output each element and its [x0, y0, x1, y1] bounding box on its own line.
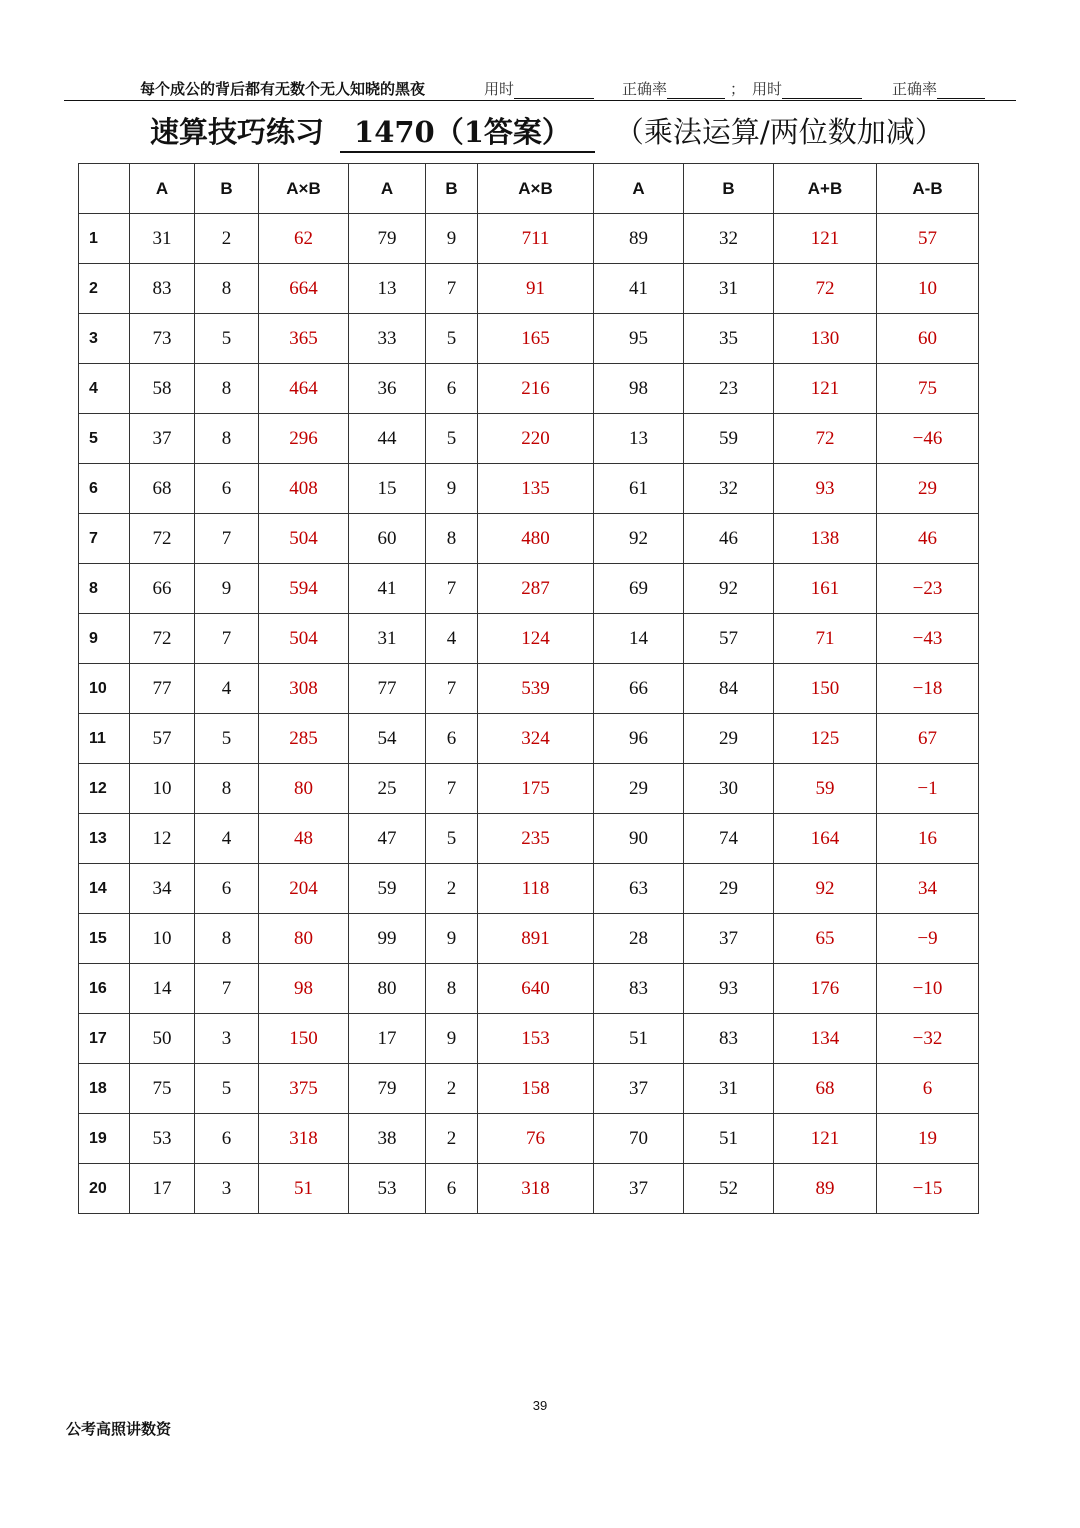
accuracy-blank-1: [667, 83, 725, 99]
row-index: 11: [79, 714, 130, 764]
operand-cell: 2: [426, 1064, 478, 1114]
operand-cell: 31: [349, 614, 426, 664]
table-row: [79, 314, 979, 364]
operand-cell: 77: [130, 664, 195, 714]
answer-cell: 59: [774, 764, 877, 814]
operand-cell: 52: [684, 1164, 774, 1214]
operand-cell: 7: [426, 564, 478, 614]
title-subtitle: （乘法运算/两位数加减）: [614, 115, 944, 149]
time-field-1: [484, 78, 594, 99]
row-index: 4: [79, 364, 130, 414]
answer-cell: −23: [877, 564, 979, 614]
answer-cell: 124: [478, 614, 594, 664]
operand-cell: 33: [349, 314, 426, 364]
answer-cell: 16: [877, 814, 979, 864]
operand-cell: 6: [426, 364, 478, 414]
operand-cell: 29: [684, 714, 774, 764]
accuracy-field-1: [622, 78, 725, 99]
answer-cell: 57: [877, 214, 979, 264]
answer-cell: 10: [877, 264, 979, 314]
operand-cell: 57: [130, 714, 195, 764]
operand-cell: 31: [130, 214, 195, 264]
operand-cell: 41: [594, 264, 684, 314]
answer-cell: 296: [259, 414, 349, 464]
table-row: [79, 464, 979, 514]
answer-cell: 67: [877, 714, 979, 764]
operand-cell: 28: [594, 914, 684, 964]
operand-cell: 2: [426, 1114, 478, 1164]
operand-cell: 15: [349, 464, 426, 514]
answer-cell: 48: [259, 814, 349, 864]
operand-cell: 60: [349, 514, 426, 564]
operand-cell: 37: [594, 1064, 684, 1114]
operand-cell: 92: [684, 564, 774, 614]
row-index: 14: [79, 864, 130, 914]
accuracy-label-2: 正确率: [892, 80, 938, 98]
operand-cell: 5: [426, 414, 478, 464]
operand-cell: 2: [195, 214, 259, 264]
operand-cell: 29: [684, 864, 774, 914]
operand-cell: 8: [195, 414, 259, 464]
row-index: 10: [79, 664, 130, 714]
footer-source: 公考高照讲数资: [66, 1420, 172, 1438]
operand-cell: 83: [130, 264, 195, 314]
table-row: [79, 1164, 979, 1214]
answer-cell: 92: [774, 864, 877, 914]
header-separator: ；: [730, 80, 746, 98]
header-motto: 每个成公的背后都有无数个无人知晓的黑夜: [140, 80, 426, 98]
row-index: 20: [79, 1164, 130, 1214]
operand-cell: 9: [426, 464, 478, 514]
operand-cell: 3: [195, 1014, 259, 1064]
operand-cell: 66: [130, 564, 195, 614]
answer-cell: 89: [774, 1164, 877, 1214]
table-row: [79, 264, 979, 314]
answer-cell: 98: [259, 964, 349, 1014]
page-header: [64, 76, 1016, 100]
answer-cell: 365: [259, 314, 349, 364]
column-header: A×B: [259, 164, 349, 214]
table-row: [79, 1064, 979, 1114]
answer-cell: −43: [877, 614, 979, 664]
operand-cell: 13: [349, 264, 426, 314]
answer-cell: 29: [877, 464, 979, 514]
operand-cell: 5: [195, 714, 259, 764]
row-index: 18: [79, 1064, 130, 1114]
answer-cell: 324: [478, 714, 594, 764]
row-index: 5: [79, 414, 130, 464]
operand-cell: 13: [594, 414, 684, 464]
operand-cell: 8: [426, 514, 478, 564]
time-label-2: 用时: [752, 80, 783, 98]
column-header: A: [349, 164, 426, 214]
operand-cell: 37: [684, 914, 774, 964]
operand-cell: 5: [426, 314, 478, 364]
table-row: [79, 1014, 979, 1064]
operand-cell: 75: [130, 1064, 195, 1114]
operand-cell: 98: [594, 364, 684, 414]
operand-cell: 31: [684, 1064, 774, 1114]
operand-cell: 66: [594, 664, 684, 714]
operand-cell: 10: [130, 764, 195, 814]
operand-cell: 68: [130, 464, 195, 514]
row-index: 13: [79, 814, 130, 864]
answer-cell: 60: [877, 314, 979, 364]
answer-cell: 125: [774, 714, 877, 764]
row-index: 9: [79, 614, 130, 664]
answer-cell: 46: [877, 514, 979, 564]
answer-cell: −15: [877, 1164, 979, 1214]
table-row: [79, 414, 979, 464]
operand-cell: 9: [426, 214, 478, 264]
operand-cell: 6: [195, 1114, 259, 1164]
answer-cell: 165: [478, 314, 594, 364]
answer-cell: 75: [877, 364, 979, 414]
operand-cell: 93: [684, 964, 774, 1014]
operand-cell: 61: [594, 464, 684, 514]
operand-cell: 8: [195, 264, 259, 314]
operand-cell: 7: [195, 514, 259, 564]
answer-cell: 318: [478, 1164, 594, 1214]
answer-cell: 480: [478, 514, 594, 564]
row-index: 2: [79, 264, 130, 314]
page-title: [150, 110, 944, 153]
answer-cell: 80: [259, 914, 349, 964]
operand-cell: 37: [130, 414, 195, 464]
operand-cell: 12: [130, 814, 195, 864]
operand-cell: 54: [349, 714, 426, 764]
answer-cell: 891: [478, 914, 594, 964]
operand-cell: 6: [426, 714, 478, 764]
operand-cell: 89: [594, 214, 684, 264]
answer-cell: 285: [259, 714, 349, 764]
time-label-1: 用时: [484, 80, 515, 98]
table-row: [79, 364, 979, 414]
answer-cell: 318: [259, 1114, 349, 1164]
answer-cell: 121: [774, 1114, 877, 1164]
operand-cell: 32: [684, 214, 774, 264]
operand-cell: 4: [426, 614, 478, 664]
operand-cell: 58: [130, 364, 195, 414]
title-code: 1470（1答案）: [340, 110, 595, 153]
answer-cell: 68: [774, 1064, 877, 1114]
operand-cell: 51: [594, 1014, 684, 1064]
table-row: [79, 714, 979, 764]
answer-cell: 539: [478, 664, 594, 714]
column-header: B: [684, 164, 774, 214]
operand-cell: 6: [195, 464, 259, 514]
operand-cell: 32: [684, 464, 774, 514]
time-blank-2: [782, 83, 862, 99]
answer-cell: 161: [774, 564, 877, 614]
answer-cell: 150: [259, 1014, 349, 1064]
row-index: 8: [79, 564, 130, 614]
row-index: 16: [79, 964, 130, 1014]
operand-cell: 44: [349, 414, 426, 464]
answer-cell: 375: [259, 1064, 349, 1114]
answer-cell: 72: [774, 414, 877, 464]
operand-cell: 6: [195, 864, 259, 914]
column-header: A-B: [877, 164, 979, 214]
answer-cell: 71: [774, 614, 877, 664]
answer-cell: −10: [877, 964, 979, 1014]
time-field-2: [752, 78, 862, 99]
answer-cell: 93: [774, 464, 877, 514]
operand-cell: 5: [195, 1064, 259, 1114]
operand-cell: 41: [349, 564, 426, 614]
operand-cell: 38: [349, 1114, 426, 1164]
operand-cell: 57: [684, 614, 774, 664]
answer-cell: 176: [774, 964, 877, 1014]
column-header: A+B: [774, 164, 877, 214]
table-row: [79, 214, 979, 264]
column-header-index: [79, 164, 130, 214]
answer-cell: 130: [774, 314, 877, 364]
operand-cell: 79: [349, 1064, 426, 1114]
operand-cell: 8: [426, 964, 478, 1014]
operand-cell: 5: [195, 314, 259, 364]
answer-cell: 153: [478, 1014, 594, 1064]
answer-cell: 76: [478, 1114, 594, 1164]
header-rule: [64, 100, 1016, 101]
operand-cell: 37: [594, 1164, 684, 1214]
operand-cell: 9: [195, 564, 259, 614]
operand-cell: 8: [195, 914, 259, 964]
operand-cell: 72: [130, 514, 195, 564]
operand-cell: 4: [195, 664, 259, 714]
accuracy-blank-2: [937, 83, 985, 99]
table-row: [79, 814, 979, 864]
operand-cell: 77: [349, 664, 426, 714]
operand-cell: 90: [594, 814, 684, 864]
row-index: 1: [79, 214, 130, 264]
answer-cell: 308: [259, 664, 349, 714]
operand-cell: 25: [349, 764, 426, 814]
column-header: A×B: [478, 164, 594, 214]
answer-cell: 72: [774, 264, 877, 314]
operand-cell: 99: [349, 914, 426, 964]
answer-cell: 138: [774, 514, 877, 564]
table-row: [79, 914, 979, 964]
table-row: [79, 964, 979, 1014]
answer-cell: 504: [259, 514, 349, 564]
answer-cell: 204: [259, 864, 349, 914]
table-row: [79, 514, 979, 564]
operand-cell: 6: [426, 1164, 478, 1214]
operand-cell: 5: [426, 814, 478, 864]
operand-cell: 8: [195, 364, 259, 414]
answer-cell: 65: [774, 914, 877, 964]
operand-cell: 59: [684, 414, 774, 464]
operand-cell: 73: [130, 314, 195, 364]
operand-cell: 17: [130, 1164, 195, 1214]
answer-cell: 464: [259, 364, 349, 414]
table-row: [79, 664, 979, 714]
operand-cell: 9: [426, 1014, 478, 1064]
time-blank-1: [514, 83, 594, 99]
column-header: A: [594, 164, 684, 214]
operand-cell: 29: [594, 764, 684, 814]
operand-cell: 3: [195, 1164, 259, 1214]
answer-cell: 150: [774, 664, 877, 714]
operand-cell: 83: [594, 964, 684, 1014]
answer-cell: 80: [259, 764, 349, 814]
operand-cell: 35: [684, 314, 774, 364]
row-index: 19: [79, 1114, 130, 1164]
row-index: 7: [79, 514, 130, 564]
operand-cell: 14: [130, 964, 195, 1014]
answer-cell: 175: [478, 764, 594, 814]
answer-cell: 287: [478, 564, 594, 614]
table-row: [79, 1114, 979, 1164]
row-index: 6: [79, 464, 130, 514]
answer-cell: 235: [478, 814, 594, 864]
answer-cell: −18: [877, 664, 979, 714]
operand-cell: 69: [594, 564, 684, 614]
row-index: 3: [79, 314, 130, 364]
operand-cell: 95: [594, 314, 684, 364]
answer-cell: 19: [877, 1114, 979, 1164]
operand-cell: 34: [130, 864, 195, 914]
answer-cell: 62: [259, 214, 349, 264]
operand-cell: 23: [684, 364, 774, 414]
answer-cell: −9: [877, 914, 979, 964]
accuracy-label-1: 正确率: [622, 80, 668, 98]
row-index: 17: [79, 1014, 130, 1064]
answer-cell: −1: [877, 764, 979, 814]
column-header: B: [426, 164, 478, 214]
operand-cell: 9: [426, 914, 478, 964]
operand-cell: 59: [349, 864, 426, 914]
answer-cell: 158: [478, 1064, 594, 1114]
column-header: B: [195, 164, 259, 214]
operand-cell: 96: [594, 714, 684, 764]
operand-cell: 30: [684, 764, 774, 814]
answer-cell: 121: [774, 364, 877, 414]
answer-cell: 504: [259, 614, 349, 664]
operand-cell: 80: [349, 964, 426, 1014]
answer-cell: 594: [259, 564, 349, 614]
answer-cell: 34: [877, 864, 979, 914]
accuracy-field-2: [892, 78, 985, 99]
operand-cell: 4: [195, 814, 259, 864]
operand-cell: 92: [594, 514, 684, 564]
operand-cell: 70: [594, 1114, 684, 1164]
answer-cell: 664: [259, 264, 349, 314]
answer-cell: −46: [877, 414, 979, 464]
table-body: [79, 214, 979, 1214]
operand-cell: 83: [684, 1014, 774, 1064]
operand-cell: 74: [684, 814, 774, 864]
operand-cell: 53: [130, 1114, 195, 1164]
answer-cell: 6: [877, 1064, 979, 1114]
operand-cell: 31: [684, 264, 774, 314]
answer-cell: 164: [774, 814, 877, 864]
row-index: 12: [79, 764, 130, 814]
operand-cell: 51: [684, 1114, 774, 1164]
answer-cell: 216: [478, 364, 594, 414]
answer-cell: 91: [478, 264, 594, 314]
operand-cell: 50: [130, 1014, 195, 1064]
operand-cell: 7: [426, 664, 478, 714]
answer-cell: 118: [478, 864, 594, 914]
table-row: [79, 564, 979, 614]
operand-cell: 8: [195, 764, 259, 814]
answer-cell: 134: [774, 1014, 877, 1064]
operand-cell: 2: [426, 864, 478, 914]
answer-cell: 121: [774, 214, 877, 264]
operand-cell: 63: [594, 864, 684, 914]
operand-cell: 10: [130, 914, 195, 964]
table-row: [79, 614, 979, 664]
answer-cell: 711: [478, 214, 594, 264]
operand-cell: 72: [130, 614, 195, 664]
operand-cell: 53: [349, 1164, 426, 1214]
table-header-row: [79, 164, 979, 214]
page-number: 39: [532, 1398, 548, 1413]
operand-cell: 36: [349, 364, 426, 414]
answer-cell: 135: [478, 464, 594, 514]
operand-cell: 7: [426, 764, 478, 814]
operand-cell: 47: [349, 814, 426, 864]
answer-cell: −32: [877, 1014, 979, 1064]
operand-cell: 7: [426, 264, 478, 314]
column-header: A: [130, 164, 195, 214]
operand-cell: 46: [684, 514, 774, 564]
answer-cell: 220: [478, 414, 594, 464]
operand-cell: 84: [684, 664, 774, 714]
answer-table: [78, 163, 979, 1214]
operand-cell: 17: [349, 1014, 426, 1064]
table-row: [79, 764, 979, 814]
operand-cell: 7: [195, 614, 259, 664]
answer-cell: 51: [259, 1164, 349, 1214]
operand-cell: 7: [195, 964, 259, 1014]
table-row: [79, 864, 979, 914]
operand-cell: 79: [349, 214, 426, 264]
answer-cell: 408: [259, 464, 349, 514]
answer-cell: 640: [478, 964, 594, 1014]
operand-cell: 14: [594, 614, 684, 664]
title-main: 速算技巧练习: [150, 115, 325, 149]
row-index: 15: [79, 914, 130, 964]
